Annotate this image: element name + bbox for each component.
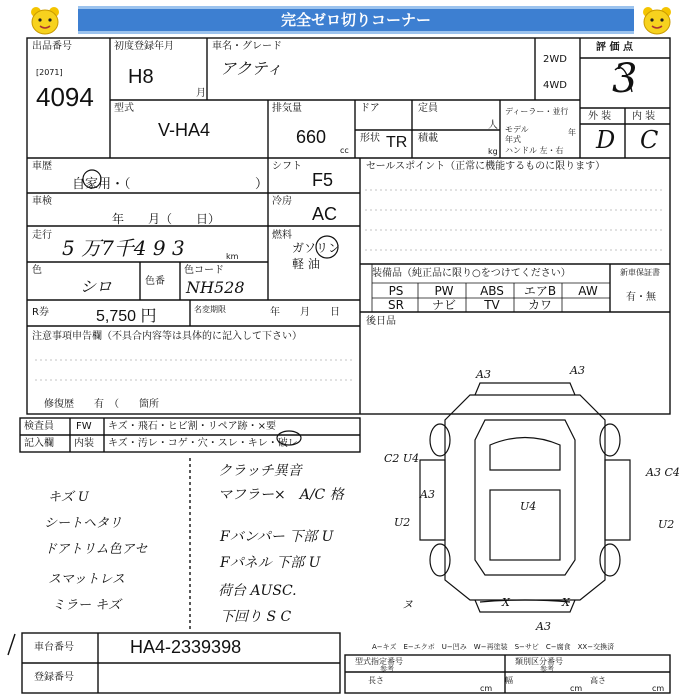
warranty-value: 有・無 [626, 292, 656, 303]
cm-label-2: cm [570, 684, 583, 693]
km-label: km [226, 252, 239, 261]
model-year-label: モデル年式 [505, 125, 529, 144]
recycle-label: R券 [32, 307, 49, 318]
recycle-value: 5,750 円 [96, 308, 157, 325]
car-name-label: 車名・グレード [212, 41, 282, 52]
fw-line: キズ・飛石・ヒビ割・リペア跡・×要 [108, 421, 276, 432]
equipment-item: ナビ [431, 298, 456, 312]
door-label: ドア [360, 103, 380, 114]
entry-label: 記入欄 [24, 438, 54, 449]
shift-value: F5 [312, 170, 334, 190]
ni-label: 内装 [74, 438, 94, 449]
lot-no-label: 出品番号 [32, 41, 72, 52]
shape-label: 形状 [360, 133, 380, 144]
drive-4wd: 4WD [543, 80, 567, 91]
handwritten-note: Fパネル 下部 U [220, 555, 321, 571]
damage-mark: A3 C4 [646, 466, 680, 479]
width-label: 幅 [505, 676, 513, 685]
load-label: 積載 [418, 133, 438, 144]
legend-text: A−キズ E−エクボ U−凹み W−再塗装 S−サビ C−腐食 XX−交換済 [372, 643, 615, 651]
chassis-label: 車台番号 [34, 642, 74, 653]
first-reg-label: 初度登録年月 [114, 41, 174, 52]
ref-label-2: 参考 [540, 665, 554, 673]
handwritten-note: スマットレス [48, 572, 125, 587]
handwritten-note: 荷台 AUSC. [218, 583, 297, 599]
cc-label: cc [340, 146, 349, 155]
aftermarket-label: 後日品 [366, 316, 396, 327]
equipment-label: 装備品（純正品に限り○をつけてください） [372, 268, 571, 279]
lot-number: 4094 [36, 82, 94, 112]
damage-mark: X [502, 596, 510, 609]
score-value: 3 [612, 56, 638, 102]
tax-date: 年 月 日 [270, 307, 340, 318]
color-code-value: NH528 [186, 278, 245, 297]
handwritten-note: マフラー× A/C 格 [218, 487, 344, 503]
cm-label-1: cm [480, 684, 493, 693]
equipment-item: AW [578, 284, 598, 298]
damage-mark: C2 U4 [384, 452, 420, 465]
handwritten-note: ドアトリム色アセ [44, 542, 148, 557]
equipment-item: PW [434, 284, 454, 298]
interior-value: C [640, 126, 659, 154]
repair-label: 修復歴 有 （ 箇所 [44, 399, 159, 410]
handwritten-note: 下回り S C [220, 609, 292, 625]
shape-value: TR [386, 134, 408, 151]
handwritten-note: クラッチ異音 [218, 463, 302, 479]
damage-mark: ヌ [402, 598, 413, 611]
model-spec-label: 型式指定番号 [355, 657, 403, 666]
interior-label: 内 装 [632, 111, 656, 122]
mileage-value: 5 万7千4 9 3 [62, 236, 185, 260]
inspection-label: 車検 [32, 196, 52, 207]
damage-mark: A3 [570, 364, 585, 377]
length-label: 長さ [368, 676, 384, 685]
equipment-item: TV [484, 298, 500, 312]
damage-mark: X [562, 596, 570, 609]
handwritten-note: ミラー キズ [52, 598, 121, 613]
dealer-label: ディーラー・並行 [505, 107, 569, 116]
equipment-item: カワ [527, 298, 552, 312]
ref-label-1: 参考 [380, 665, 394, 673]
capacity-label: 定員 [418, 103, 438, 114]
inspection-value: 年 月（ 日） [112, 212, 221, 226]
damage-mark: A3 [420, 488, 435, 501]
person-label: 人 [488, 120, 498, 131]
tax-label: 名変期限 [194, 305, 226, 314]
mileage-label: 走行 [32, 230, 52, 241]
color-label: 色 [32, 265, 42, 276]
new-warranty-label: 新車保証書 [620, 268, 660, 277]
month-label: 月 [196, 88, 206, 99]
color-no-label: 色番 [145, 276, 165, 287]
damage-mark: U2 [394, 516, 411, 529]
height-label: 高さ [590, 676, 606, 685]
header-title: 完全ゼロ切りコーナー [280, 11, 431, 29]
equipment-item: ABS [480, 284, 504, 298]
handwritten-note: キズ U [48, 490, 89, 505]
model-label: 型式 [114, 103, 134, 114]
year-label: 年 [568, 128, 576, 137]
lot-prefix: [2071] [36, 68, 63, 77]
chassis-value: HA4-2339398 [130, 637, 242, 657]
damage-mark: A3 [476, 368, 491, 381]
car-diagram [420, 383, 630, 612]
equipment-item: エアB [523, 284, 557, 298]
equipment-item: SR [388, 298, 404, 312]
car-name-value: アクティ [220, 59, 283, 78]
shift-label: シフト [272, 161, 302, 172]
first-reg-value: H8 [128, 66, 154, 88]
fw-label: FW [76, 421, 92, 432]
displacement-label: 排気量 [272, 103, 302, 114]
damage-mark: U4 [520, 500, 537, 513]
category-label: 類別区分番号 [515, 657, 563, 666]
cm-label-3: cm [652, 684, 665, 693]
sales-point-label: セールスポイント（正常に機能するものに限ります） [366, 161, 606, 172]
exterior-value: D [596, 126, 616, 154]
fuel-label: 燃料 [272, 230, 292, 241]
history-close: ） [255, 177, 269, 192]
ac-label: 冷房 [272, 196, 292, 207]
damage-mark: U2 [658, 518, 675, 531]
displacement-value: 660 [296, 127, 327, 147]
drive-2wd: 2WD [543, 54, 567, 65]
reg-no-label: 登録番号 [34, 672, 74, 683]
ni-line: キズ・汚レ・コゲ・穴・スレ・キレ・破レ [108, 438, 298, 449]
damage-mark: A3 [536, 620, 551, 633]
inspector-label: 検査員 [24, 421, 54, 432]
notes-label: 注意事項申告欄（不具合内容等は具体的に記入して下さい） [32, 331, 302, 342]
color-value: シロ [80, 277, 113, 296]
exterior-label: 外 装 [588, 111, 612, 122]
color-code-label: 色コード [184, 265, 224, 276]
handle-label: ハンドル 左・右 [505, 146, 564, 155]
fuel-options: ガソリン 軽 油 [292, 241, 341, 271]
ac-value: AC [312, 204, 338, 224]
handwritten-note: Fバンパー 下部 U [220, 529, 334, 545]
equipment-item: PS [388, 284, 404, 298]
history-value: 自家用・（ [72, 177, 131, 192]
handwritten-note: シートヘタリ [44, 516, 123, 531]
history-label: 車歴 [32, 161, 52, 172]
kg-label: kg [488, 147, 498, 156]
score-label: 評 価 点 [596, 42, 633, 53]
model-value: V-HA4 [158, 120, 211, 140]
